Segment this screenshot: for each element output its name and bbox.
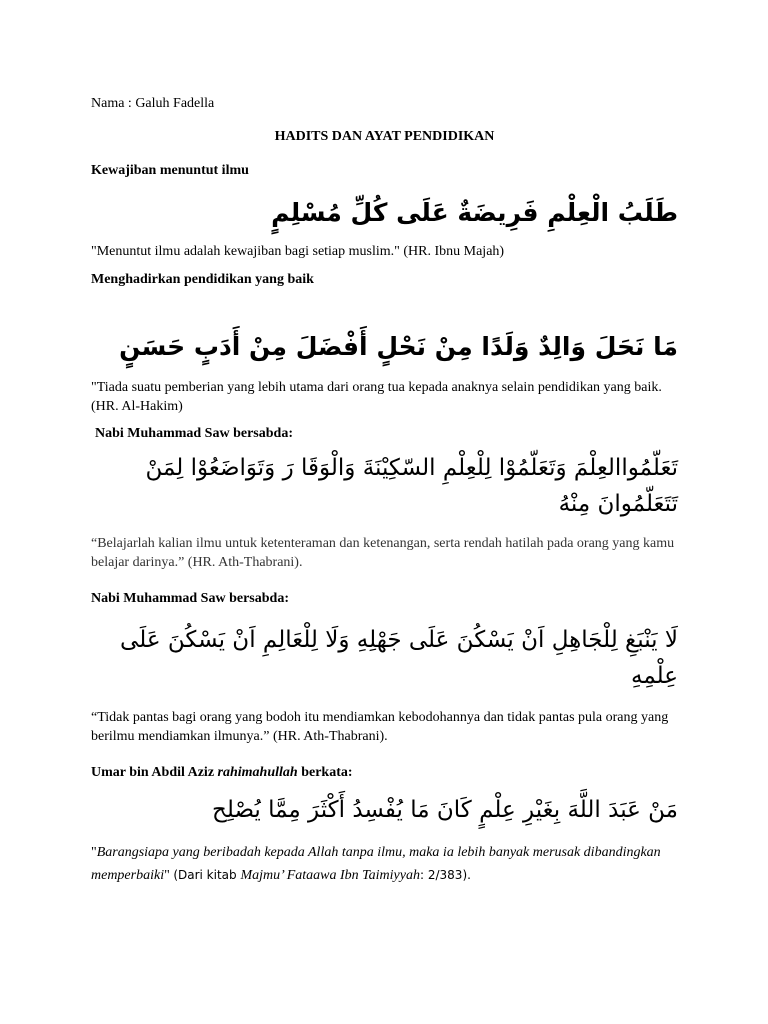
hadith-translation: "Tiada suatu pemberian yang lebih utama dari orang tua kepada anaknya selain pendidikan yang baik. (HR. Al-Hakim) bbox=[91, 380, 662, 414]
heading-text-end: berkata: bbox=[297, 765, 353, 780]
document-title: HADITS DAN AYAT PENDIDIKAN bbox=[274, 129, 495, 144]
arabic-hadith: طَلَبُ الْعِلْمِ فَرِيضَةٌ عَلَى كُلِّ مُسْلِمٍ bbox=[271, 198, 678, 227]
arabic-quote: مَنْ عَبَدَ اللَّهَ بِغَيْرِ عِلْمٍ كَانَ مَا يُفْسِدُ أَكْثَرَ مِمَّا يُصْلِح bbox=[212, 797, 678, 823]
section-heading: Nabi Muhammad Saw bersabda: bbox=[91, 591, 289, 606]
arabic-hadith: مَا نَحَلَ وَالِدٌ وَلَدًا مِنْ نَحْلٍ أَفْضَلَ مِنْ أَدَبٍ حَسَنٍ bbox=[119, 332, 678, 361]
arabic-hadith: لَا يَنْبَغِ لِلْجَاهِلِ اَنْ يَسْكُنَ عَلَى جَهْلِهِ وَلَا لِلْعَالِمِ اَنْ يَسْكُنَ عَلَى عِلْمِهِ bbox=[120, 627, 678, 689]
source-pre: (Dari kitab bbox=[173, 868, 241, 882]
source-book-title: Majmu’ Fataawa Ibn Taimiyyah bbox=[240, 868, 420, 883]
section-heading: Kewajiban menuntut ilmu bbox=[91, 163, 249, 178]
heading-italic-text: rahimahullah bbox=[217, 765, 298, 780]
student-name: Nama : Galuh Fadella bbox=[91, 96, 215, 111]
quote-open: " bbox=[91, 845, 97, 860]
section-heading: Nabi Muhammad Saw bersabda: bbox=[95, 426, 293, 441]
hadith-translation: “Belajarlah kalian ilmu untuk ketenteraman dan ketenangan, serta rendah hatilah pada orang yang kamu belajar darinya.” (HR. Ath-Thabrani). bbox=[91, 536, 675, 570]
heading-text: Umar bin Abdil Aziz bbox=[91, 765, 218, 780]
translation-italic: Barangsiapa yang beribadah kepada Allah tanpa ilmu, maka ia lebih banyak merusak dibandingkan memperbaiki bbox=[91, 845, 661, 883]
section-heading bbox=[91, 763, 678, 782]
quote-translation bbox=[91, 842, 678, 887]
arabic-hadith: تَعَلّمُواالعِلْمَ وَتَعَلّمُوْا لِلْعِلْمِ السّكِيْنَةَ وَالْوَقَا رَ وَتَوَاضَعُوْا لِمَنْ تَتَعَلّمُوانَ مِنْهُ bbox=[145, 455, 678, 517]
hadith-translation: “Tidak pantas bagi orang yang bodoh itu mendiamkan kebodohannya dan tidak pantas pula orang yang berilmu mendiamkan ilmunya.” (HR. Ath-Thabrani). bbox=[91, 710, 669, 744]
source-post: : 2/383). bbox=[420, 868, 471, 882]
quote-close: " bbox=[164, 868, 174, 883]
section-heading: Menghadirkan pendidikan yang baik bbox=[91, 272, 314, 287]
hadith-translation: "Menuntut ilmu adalah kewajiban bagi setiap muslim." (HR. Ibnu Majah) bbox=[91, 244, 505, 259]
